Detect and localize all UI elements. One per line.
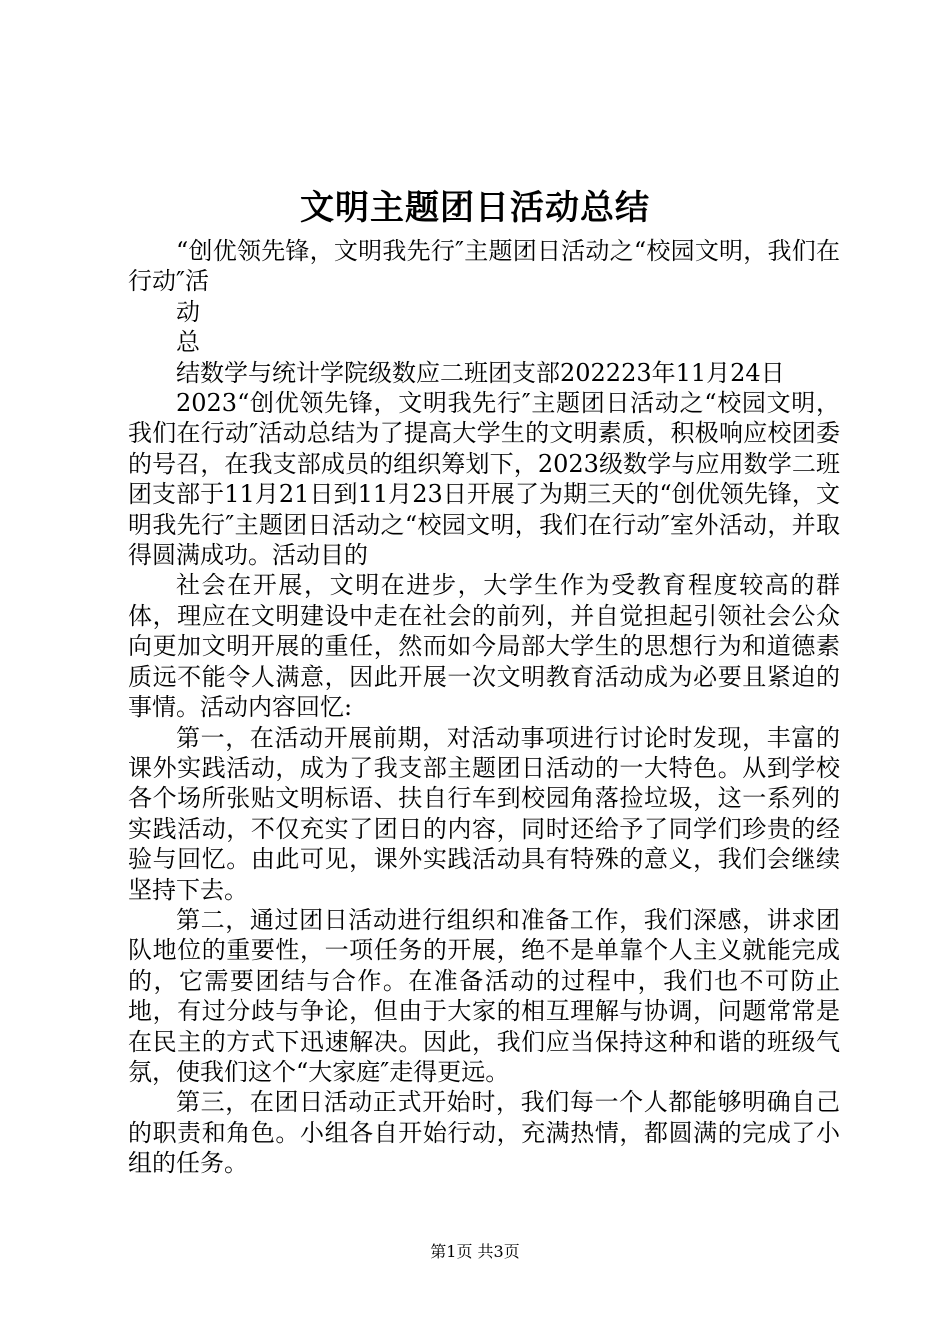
paragraph-third: 第三，在团日活动正式开始时，我们每一个人都能够明确自己的职责和角色。小组各自开始行动，充满热情，都圆满的完成了小组的任务。 [128,1088,840,1178]
paragraph-subtitle: “创优领先锋，文明我先行″主题团日活动之“校园文明，我们在行动″活 [128,237,840,296]
document-title: 文明主题团日活动总结 [300,188,650,228]
document-body [128,236,840,1179]
page-number: 第1页 共3页 [430,1242,520,1261]
paragraph-first: 第一，在活动开展前期，对活动事项进行讨论时发现，丰富的课外实践活动，成为了我支部主题团日活动的一大特色。从到学校各个场所张贴文明标语、扶自行车到校园角落捡垃圾，这一系列的实践活动，不仅充实了团日的内容，同时还给予了同学们珍贵的经验与回忆。由此可见，课外实践活动具有特殊的意义，我们会继续坚持下去。 [128,723,840,904]
paragraph-second: 第二，通过团日活动进行组织和准备工作，我们深感，讲求团队地位的重要性，一项任务的开展，绝不是单靠个人主义就能完成的，它需要团结与合作。在准备活动的过程中，我们也不可防止地，有过分歧与争论，但由于大家的相互理解与协调，问题常常是在民主的方式下迅速解决。因此，我们应当保持这种和谐的班级气氛，使我们这个“大家庭″走得更远。 [128,905,840,1086]
paragraph-author-date: 结数学与统计学院级数应二班团支部202223年11月24日 [176,358,785,387]
paragraph-intro: 2023“创优领先锋，文明我先行″主题团日活动之“校园文明，我们在行动″活动总结为了提高大学生的文明素质，积极响应校团委的号召，在我支部成员的组织筹划下，2023级数学与应用数学二班团支部于11月21日到11月23日开展了为期三天的“创优领先锋，文明我先行″主题团日活动之“校园文明，我们在行动″室外活动，并取得圆满成功。活动目的 [128,389,840,570]
paragraph-fragment: 动 [176,297,200,326]
paragraph-fragment: 总 [176,328,200,357]
paragraph-purpose: 社会在开展，文明在进步，大学生作为受教育程度较高的群体，理应在文明建设中走在社会的前列，并自觉担起引领社会公众向更加文明开展的重任，然而如今局部大学生的思想行为和道德素质远不能令人满意，因此开展一次文明教育活动成为必要且紧迫的事情。活动内容回忆: [128,571,840,722]
